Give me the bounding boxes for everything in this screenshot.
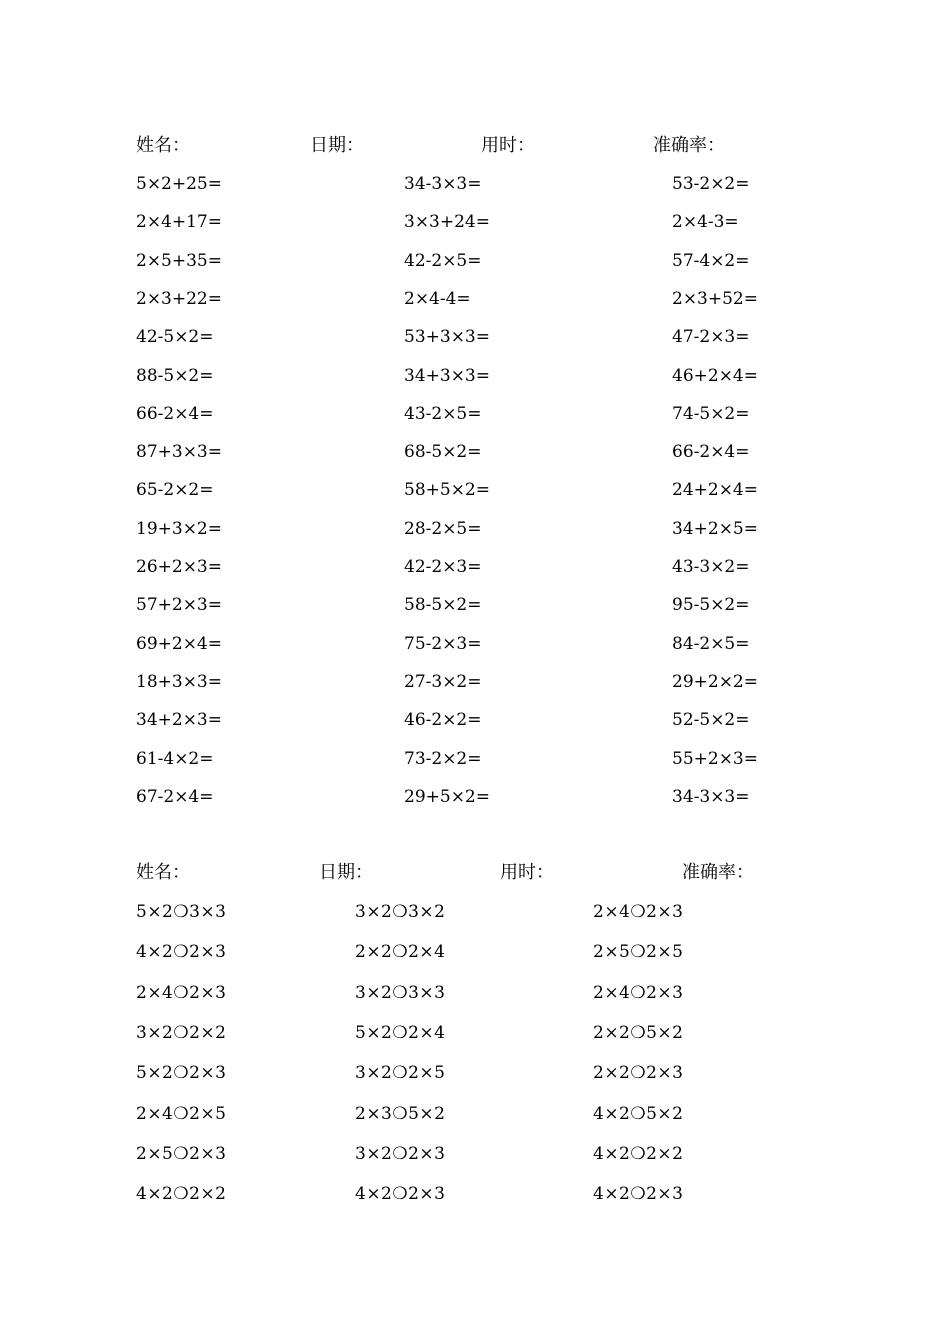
problem-item: 88-5×2= [136, 365, 214, 386]
problem-item: 29+5×2= [404, 786, 490, 807]
problem-item: 74-5×2= [672, 403, 750, 424]
problem-item: 47-2×3= [672, 327, 750, 348]
compare-item: 3×2❍2×2 [136, 1022, 227, 1043]
compare-item: 2×5❍2×3 [136, 1143, 227, 1164]
compare-item: 2×2❍2×4 [355, 942, 446, 963]
problem-item: 34+2×3= [136, 710, 222, 731]
date-label: 日期： [310, 135, 364, 156]
problem-item: 75-2×3= [404, 633, 482, 654]
problem-item: 42-5×2= [136, 327, 214, 348]
problem-item: 61-4×2= [136, 748, 214, 769]
compare-item: 3×2❍2×3 [355, 1143, 446, 1164]
problem-item: 52-5×2= [672, 710, 750, 731]
problem-item: 58+5×2= [404, 480, 490, 501]
time-label: 用时： [481, 135, 535, 156]
problem-item: 2×4-3= [672, 212, 739, 233]
problem-item: 46-2×2= [404, 710, 482, 731]
problem-item: 53-2×2= [672, 174, 750, 194]
problem-item: 46+2×4= [672, 365, 758, 386]
accuracy-label: 准确率： [653, 135, 725, 156]
problem-item: 73-2×2= [404, 748, 482, 769]
compare-item: 2×4❍2×5 [136, 1103, 227, 1124]
accuracy-label: 准确率： [682, 862, 754, 883]
time-label: 用时： [500, 862, 554, 883]
problem-item: 66-2×4= [672, 442, 750, 463]
compare-item: 5×2❍2×3 [136, 1063, 227, 1084]
compare-item: 2×2❍5×2 [593, 1022, 684, 1043]
problem-item: 2×3+22= [136, 288, 222, 309]
problem-item: 43-2×5= [404, 403, 482, 424]
compare-item: 5×2❍2×4 [355, 1022, 446, 1043]
problem-item: 43-3×2= [672, 557, 750, 577]
problem-item: 65-2×2= [136, 480, 214, 501]
compare-item: 4×2❍2×3 [136, 942, 227, 963]
problem-item: 67-2×4= [136, 786, 214, 807]
problem-item: 28-2×5= [404, 518, 482, 539]
problem-item: 2×3+52= [672, 288, 758, 309]
compare-item: 4×2❍5×2 [593, 1103, 684, 1124]
compare-item: 4×2❍2×2 [593, 1143, 684, 1164]
problem-item: 42-2×5= [404, 250, 482, 271]
compare-item: 4×2❍2×3 [355, 1184, 446, 1205]
compare-item: 2×3❍5×2 [355, 1103, 446, 1124]
problem-item: 34+3×3= [404, 365, 490, 386]
problem-item: 24+2×4= [672, 480, 758, 501]
compare-item: 4×2❍2×2 [136, 1184, 227, 1205]
problem-item: 3×3+24= [404, 212, 490, 233]
problem-item: 34+2×5= [672, 518, 758, 539]
problem-item: 58-5×2= [404, 595, 482, 616]
compare-item: 4×2❍2×3 [593, 1184, 684, 1205]
compare-item: 2×2❍2×3 [593, 1063, 684, 1084]
problem-item: 27-3×2= [404, 671, 482, 692]
problem-item: 5×2+25= [136, 174, 222, 194]
problem-item: 2×4-4= [404, 288, 471, 309]
problem-item: 66-2×4= [136, 403, 214, 424]
problem-item: 55+2×3= [672, 748, 758, 769]
problem-item: 87+3×3= [136, 442, 222, 463]
problem-item: 2×5+35= [136, 250, 222, 271]
problem-item: 29+2×2= [672, 671, 758, 692]
compare-item: 3×2❍3×3 [355, 982, 446, 1003]
compare-item: 3×2❍2×5 [355, 1063, 446, 1084]
problem-item: 42-2×3= [404, 557, 482, 577]
compare-item: 3×2❍3×2 [355, 902, 446, 922]
problem-item: 95-5×2= [672, 595, 750, 616]
problem-item: 2×4+17= [136, 212, 222, 233]
compare-item: 2×5❍2×5 [593, 942, 684, 963]
problem-item: 53+3×3= [404, 327, 490, 348]
problem-item: 34-3×3= [404, 174, 482, 194]
compare-item: 2×4❍2×3 [593, 982, 684, 1003]
problem-item: 26+2×3= [136, 557, 222, 577]
problem-item: 84-2×5= [672, 633, 750, 654]
name-label: 姓名： [136, 135, 190, 156]
name-label: 姓名： [136, 862, 190, 883]
problem-item: 69+2×4= [136, 633, 222, 654]
problem-item: 18+3×3= [136, 671, 222, 692]
problem-item: 57+2×3= [136, 595, 222, 616]
date-label: 日期： [319, 862, 373, 883]
compare-item: 2×4❍2×3 [136, 982, 227, 1003]
compare-item: 5×2❍3×3 [136, 902, 227, 922]
problem-item: 19+3×2= [136, 518, 222, 539]
problem-item: 57-4×2= [672, 250, 750, 271]
compare-item: 2×4❍2×3 [593, 902, 684, 922]
problem-item: 68-5×2= [404, 442, 482, 463]
problem-item: 34-3×3= [672, 786, 750, 807]
